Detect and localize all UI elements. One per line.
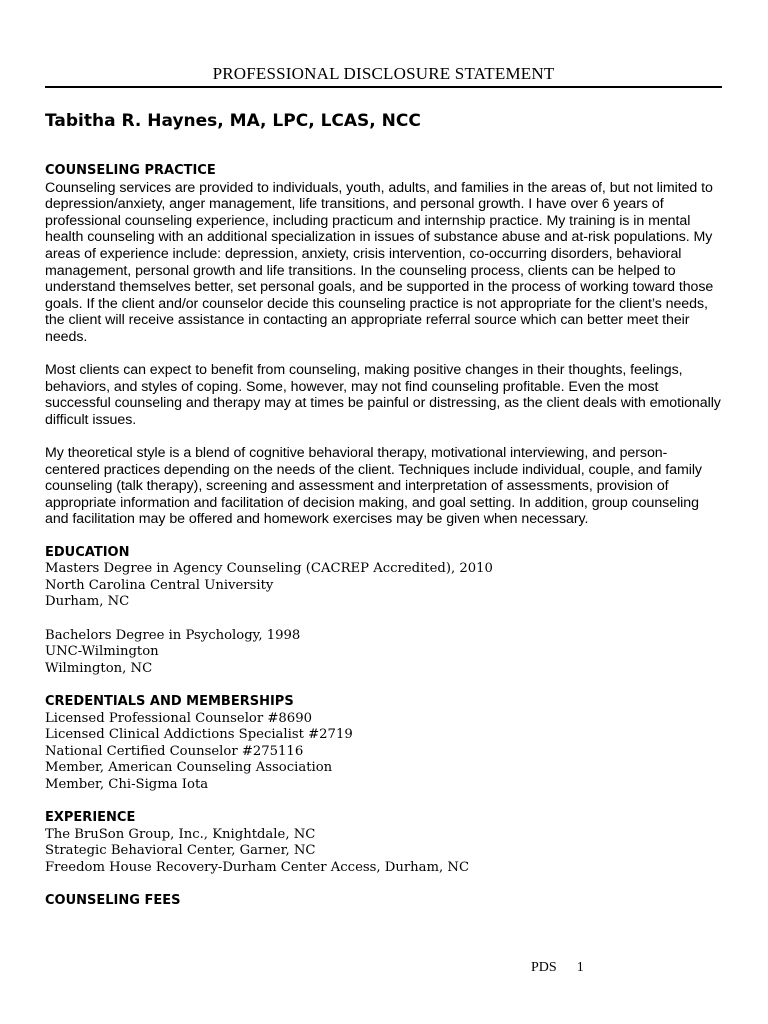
credentials-section: [45, 694, 722, 794]
education-location: Durham, NC: [45, 594, 130, 610]
education-location: Wilmington, NC: [45, 660, 153, 676]
education-degree: Bachelors Degree in Psychology, 1998: [45, 627, 301, 643]
experience-item: The BruSon Group, Inc., Knightdale, NC: [45, 826, 316, 842]
document-title: PROFESSIONAL DISCLOSURE STATEMENT: [212, 64, 555, 83]
experience-item: Freedom House Recovery-Durham Center Access, Durham, NC: [45, 859, 470, 875]
counselor-name: Tabitha R. Haynes, MA, LPC, LCAS, NCC: [45, 111, 421, 131]
credential-item: Member, Chi-Sigma Iota: [45, 776, 209, 792]
credential-item: National Certified Counselor #275116: [45, 743, 304, 759]
theoretical-style-paragraph: My theoretical style is a blend of cognitive behavioral therapy, motivational interviewing, and person-centered practices depending on the needs of the client. Techniques include individual, couple, and family counseling (talk therapy), screening and assessment and interpretation of assessments, provision of appropriate information and facilitation of decision making, and goal setting. In addition, group counseling and facilitation may be offered and homework exercises may be given when necessary.: [45, 445, 702, 528]
title-underline: [45, 86, 722, 88]
experience-item: Strategic Behavioral Center, Garner, NC: [45, 843, 316, 859]
footer-label: PDS: [531, 960, 557, 975]
education-school: North Carolina Central University: [45, 577, 274, 593]
credential-item: Licensed Clinical Addictions Specialist #2719: [45, 727, 353, 743]
benefits-paragraph: Most clients can expect to benefit from counseling, making positive changes in their thoughts, feelings, behaviors, and styles of coping. Some, however, may not find counseling profitable. Even the most successful counseling and therapy may at times be painful or distressing, as the client deals with emotionally difficult issues.: [45, 362, 721, 428]
education-school: UNC-Wilmington: [45, 644, 159, 660]
credential-item: Licensed Professional Counselor #8690: [45, 710, 312, 726]
experience-section: [45, 810, 722, 876]
practice-paragraph: Counseling services are provided to individuals, youth, adults, and families in the areas of, but not limited to depression/anxiety, anger management, life transitions, and personal growth. I have over 6 years of professional counseling experience, including practicum and internship practice. My training is in mental health counseling with an additional specialization in issues of substance abuse and at-risk populations. My areas of experience include: depression, anxiety, crisis intervention, co-occurring disorders, behavioral management, personal growth and life transitions. In the counseling process, clients can be helped to understand themselves better, set personal goals, and be supported in the process of working toward those goals. If the client and/or counselor decide this counseling practice is not appropriate for the client’s needs, the client will receive assistance in contacting an appropriate referral source which can better meet their needs.: [45, 179, 714, 345]
education-heading: EDUCATION: [45, 544, 130, 560]
credentials-heading: CREDENTIALS AND MEMBERSHIPS: [45, 694, 294, 709]
experience-heading: EXPERIENCE: [45, 810, 136, 826]
counseling-practice-heading: COUNSELING PRACTICE: [45, 163, 216, 178]
counseling-practice-section: [45, 163, 722, 528]
credential-item: Member, American Counseling Association: [45, 760, 333, 776]
page-number: 1: [576, 960, 584, 975]
fees-heading: COUNSELING FEES: [45, 893, 181, 909]
education-degree: Masters Degree in Agency Counseling (CACREP Accredited), 2010: [45, 561, 493, 577]
page-footer: [531, 959, 584, 977]
document-body: [45, 163, 722, 910]
education-section: [45, 545, 722, 678]
fees-section: [45, 893, 722, 910]
